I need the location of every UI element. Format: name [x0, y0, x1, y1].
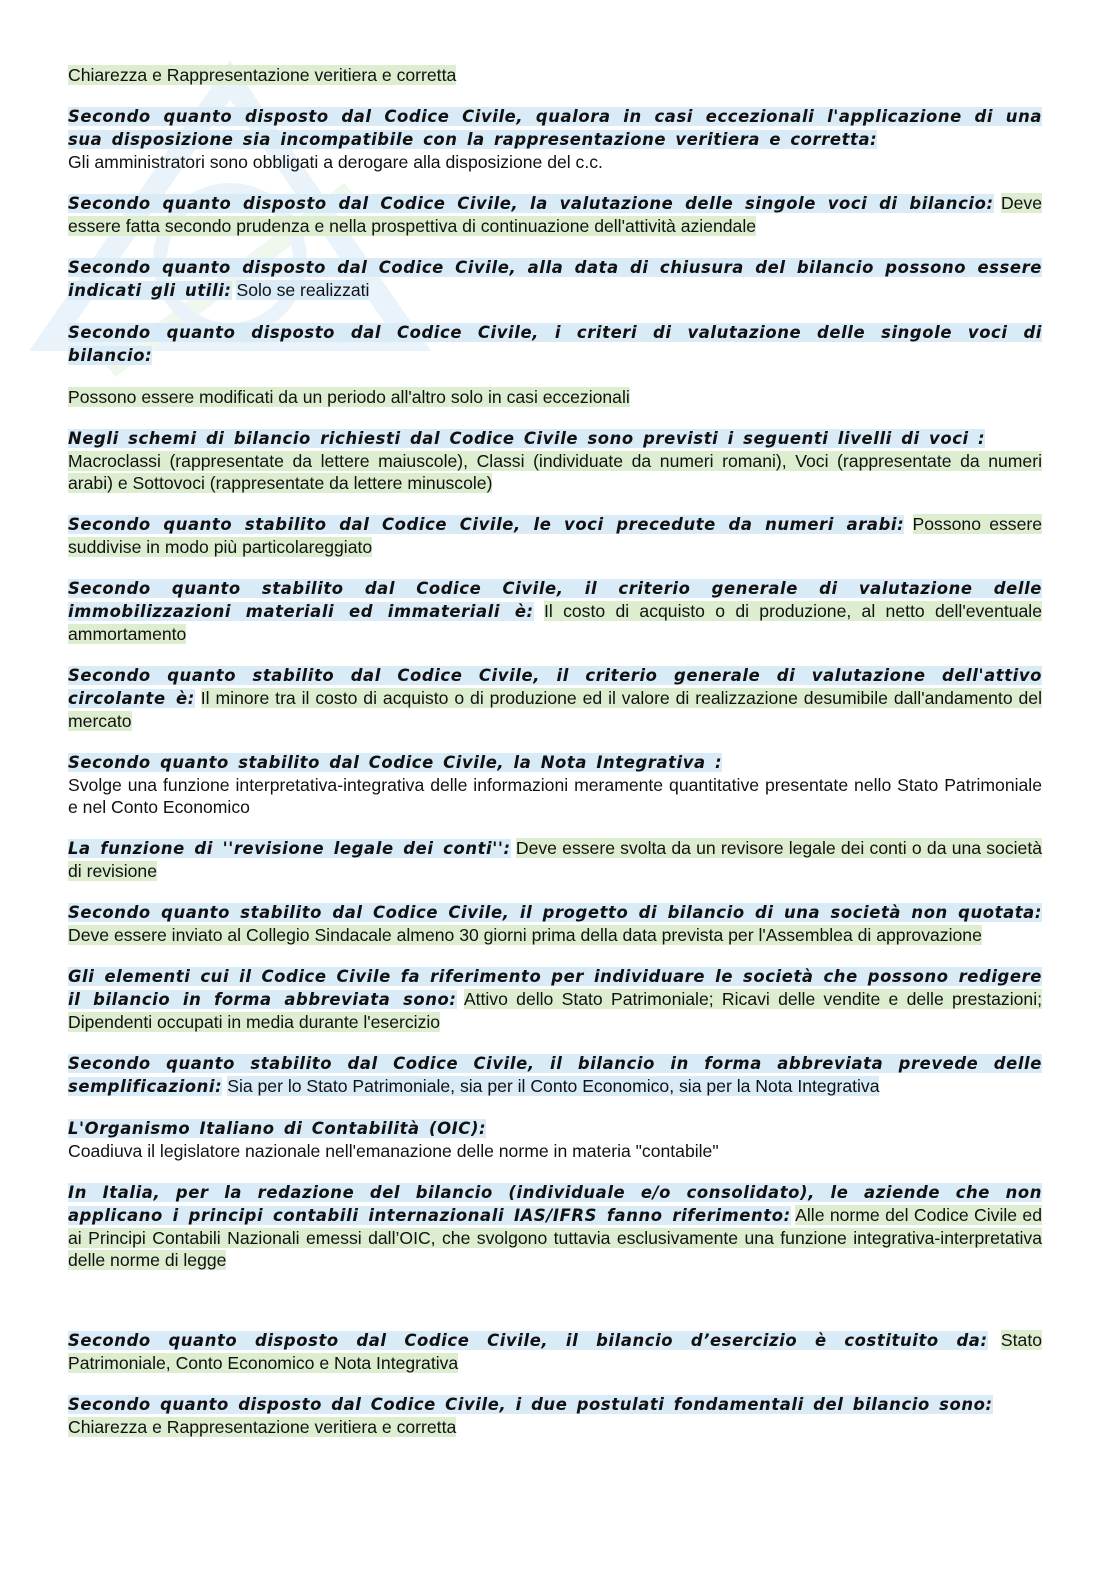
answer-text: Coadiuva il legislatore nazionale nell'emanazione delle norme in materia "contabile": [68, 1141, 719, 1161]
answer-text: Solo se realizzati: [236, 280, 370, 300]
question-text: Secondo quanto disposto dal Codice Civile, i due postulati fondamentali del bilancio sono:: [68, 1395, 993, 1414]
question-text: Negli schemi di bilancio richiesti dal Codice Civile sono previsti i seguenti livelli di voci :: [68, 429, 986, 448]
qa-item: [68, 751, 1042, 818]
qa-item: [68, 1181, 1042, 1271]
question-text: La funzione di ''revisione legale dei conti'':: [68, 839, 511, 858]
question-text: Secondo quanto disposto dal Codice Civile, il bilancio d’esercizio è costituito da:: [68, 1331, 988, 1350]
answer-text: Chiarezza e Rappresentazione veritiera e corretta: [68, 1417, 457, 1437]
answer-text: Deve essere inviato al Collegio Sindacale almeno 30 giorni prima della data prevista per l'Assemblea di approvazione: [68, 925, 982, 945]
qa-item: [68, 837, 1042, 882]
qa-item: [68, 192, 1042, 237]
answer-text: Alle norme del Codice Civile ed ai Principi Contabili Nazionali emessi dall’OIC, che svolgono tuttavia esclusivamente una funzione integrativa-interpretativa delle norme di legge: [68, 1205, 1042, 1270]
qa-item: [68, 664, 1042, 732]
qa-item: [68, 901, 1042, 946]
qa-item: [68, 321, 1042, 367]
document-page: [68, 64, 1042, 1457]
answer-text: Deve essere svolta da un revisore legale dei conti o da una società di revisione: [68, 838, 1043, 881]
qa-item: [68, 577, 1042, 645]
answer-text: Macroclassi (rappresentate da lettere maiuscole), Classi (individuate da numeri romani), Voci (rappresentate da numeri arabi) e Sottovoci (rappresentate da lettere minuscole): [68, 451, 1042, 493]
qa-item: [68, 1329, 1042, 1374]
qa-item: [68, 1393, 1042, 1438]
question-text: Secondo quanto disposto dal Codice Civile, alla data di chiusura del bilancio possono essere indicati gli utili:: [68, 258, 1042, 300]
answer-text: Svolge una funzione interpretativa-integrativa delle informazioni meramente quantitative presentate nello Stato Patrimoniale e nel Conto Economico: [68, 775, 1042, 817]
question-text: L'Organismo Italiano di Contabilità (OIC):: [68, 1119, 487, 1138]
answer-text: Possono essere modificati da un periodo all'altro solo in casi eccezionali: [68, 387, 630, 407]
qa-item: [68, 64, 1042, 86]
qa-item: [68, 965, 1042, 1033]
qa-item: [68, 105, 1042, 173]
answer-text: Il costo di acquisto o di produzione, al netto dell'eventuale ammortamento: [68, 601, 1043, 644]
qa-item: [68, 1052, 1042, 1098]
answer-text: Stato Patrimoniale, Conto Economico e Nota Integrativa: [68, 1330, 1043, 1373]
answer-text: Deve essere fatta secondo prudenza e nella prospettiva di continuazione dell'attività aziendale: [68, 193, 1043, 236]
answer-text: Il minore tra il costo di acquisto o di produzione ed il valore di realizzazione desumibile dall'andamento del mercato: [68, 688, 1042, 731]
answer-text: Chiarezza e Rappresentazione veritiera e corretta: [68, 65, 457, 85]
question-text: Secondo quanto stabilito dal Codice Civile, il bilancio in forma abbreviata prevede delle semplificazioni:: [68, 1054, 1042, 1096]
answer-text: Possono essere suddivise in modo più particolareggiato: [68, 514, 1042, 557]
question-text: Secondo quanto stabilito dal Codice Civile, il criterio generale di valutazione delle immobilizzazioni materiali ed immateriali è:: [68, 579, 1042, 621]
qa-item: [68, 256, 1042, 302]
question-text: Secondo quanto stabilito dal Codice Civile, la Nota Integrativa :: [68, 753, 723, 772]
qa-item: [68, 513, 1042, 558]
question-text: Secondo quanto stabilito dal Codice Civile, le voci precedute da numeri arabi:: [68, 515, 905, 534]
question-text: Gli elementi cui il Codice Civile fa riferimento per individuare le società che possono redigere il bilancio in forma abbreviata sono:: [68, 967, 1042, 1009]
answer-text: Attivo dello Stato Patrimoniale; Ricavi delle vendite e delle prestazioni; Dipendenti occupati in media durante l'esercizio: [68, 989, 1042, 1032]
question-text: Secondo quanto stabilito dal Codice Civile, il criterio generale di valutazione dell'attivo circolante è:: [68, 666, 1042, 708]
qa-item: [68, 1117, 1042, 1162]
answer-text: Sia per lo Stato Patrimoniale, sia per il Conto Economico, sia per la Nota Integrativa: [227, 1076, 880, 1096]
question-text: Secondo quanto disposto dal Codice Civile, i criteri di valutazione delle singole voci di bilancio:: [68, 323, 1042, 365]
qa-item: [68, 386, 1042, 408]
question-text: Secondo quanto stabilito dal Codice Civile, il progetto di bilancio di una società non quotata:: [68, 903, 1042, 922]
question-text: Secondo quanto disposto dal Codice Civile, qualora in casi eccezionali l'applicazione di una sua disposizione sia incompatibile con la rappresentazione veritiera e corretta:: [68, 107, 1042, 149]
question-text: Secondo quanto disposto dal Codice Civile, la valutazione delle singole voci di bilancio:: [68, 194, 994, 213]
answer-text: Gli amministratori sono obbligati a derogare alla disposizione del c.c.: [68, 152, 603, 172]
question-text: In Italia, per la redazione del bilancio (individuale e/o consolidato), le aziende che non applicano i principi contabili internazionali IAS/IFRS fanno riferimento:: [68, 1183, 1042, 1225]
qa-item: [68, 427, 1042, 494]
